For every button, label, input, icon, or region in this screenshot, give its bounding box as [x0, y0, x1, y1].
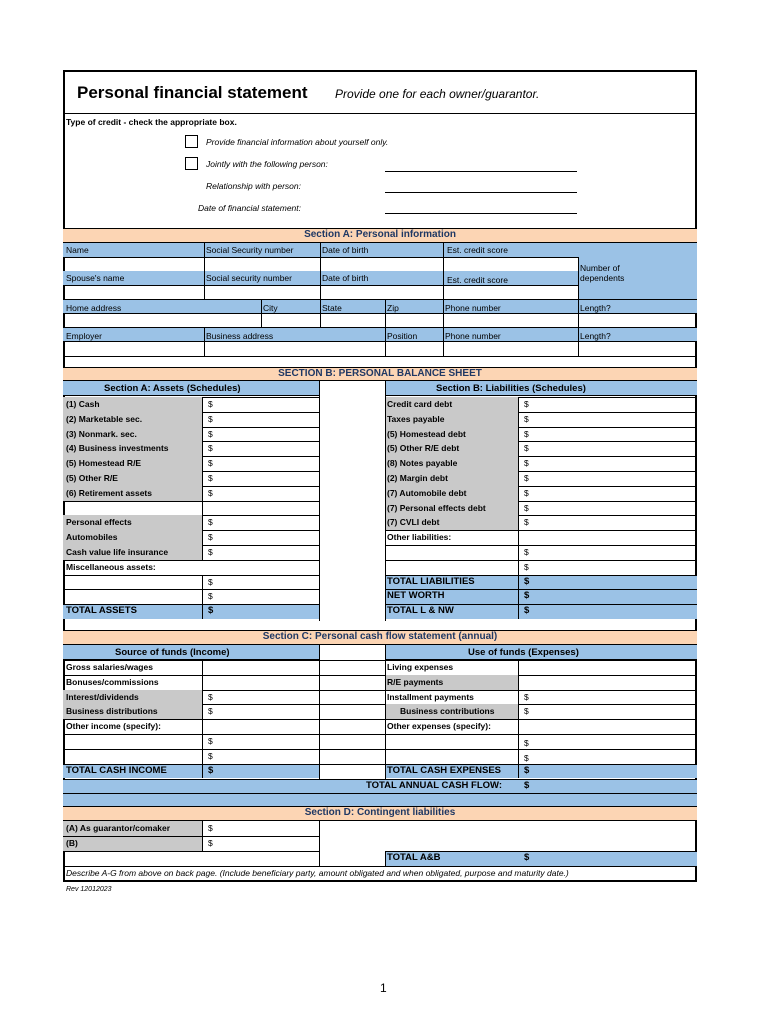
- other-expense-currency[interactable]: $: [524, 752, 529, 763]
- liability-currency[interactable]: $: [524, 399, 529, 409]
- liability-label: (7) CVLI debt: [387, 517, 440, 528]
- grid-line: [63, 560, 319, 561]
- phone2-label: Phone number: [445, 331, 501, 341]
- liability-currency[interactable]: $: [524, 473, 529, 483]
- total-ab-label: TOTAL A&B: [387, 852, 441, 863]
- statement-date-line[interactable]: [385, 213, 577, 214]
- asset-label: (5) Other R/E: [66, 473, 118, 483]
- asset-currency[interactable]: $: [208, 399, 213, 409]
- asset-label: (2) Marketable sec.: [66, 413, 143, 424]
- grid-line: [204, 327, 205, 357]
- home-address-label: Home address: [66, 303, 122, 313]
- other-income-currency[interactable]: $: [208, 736, 213, 746]
- grid-line: [518, 397, 519, 619]
- asset-currency[interactable]: $: [208, 487, 213, 498]
- total-expenses-currency: $: [524, 764, 530, 776]
- spouse-credit-score-label: Est. credit score: [447, 275, 508, 285]
- grid-line: [63, 851, 319, 852]
- liability-label: Taxes payable: [387, 413, 445, 424]
- asset-currency[interactable]: $: [208, 473, 213, 483]
- expense-label: Installment payments: [387, 691, 474, 702]
- liability-currency[interactable]: $: [524, 443, 529, 454]
- income-label: Business distributions: [66, 706, 158, 717]
- assets-header: Section A: Assets (Schedules): [104, 383, 241, 394]
- income-currency[interactable]: $: [208, 691, 213, 702]
- misc-assets-label: Miscellaneous assets:: [66, 561, 156, 572]
- liability-label: (5) Other R/E debt: [387, 443, 460, 454]
- grid-line: [63, 675, 697, 676]
- asset-label: Automobiles: [66, 532, 118, 543]
- guarantor-currency[interactable]: $: [208, 823, 213, 833]
- grid-line: [63, 836, 319, 837]
- revision-label: Rev 12012023: [66, 886, 112, 893]
- other-liability-currency[interactable]: $: [524, 547, 529, 557]
- length2-label: Length?: [580, 331, 611, 341]
- credit-type-label: Type of credit - check the appropriate box.: [66, 117, 237, 127]
- total-assets-currency: $: [208, 605, 214, 617]
- asset-label: (5) Homestead R/E: [66, 458, 142, 469]
- grid-line: [63, 501, 319, 502]
- grid-line: [63, 575, 319, 576]
- grid-line: [204, 243, 205, 299]
- liability-label: (8) Notes payable: [387, 458, 458, 469]
- misc-asset-currency[interactable]: $: [208, 576, 213, 587]
- misc-asset-currency[interactable]: $: [208, 591, 213, 602]
- asset-label: Personal effects: [66, 517, 132, 528]
- ssn-label: Social Security number: [206, 245, 294, 255]
- income-label: Interest/dividends: [66, 691, 139, 702]
- grid-line: [385, 545, 697, 546]
- liability-currency[interactable]: $: [524, 413, 529, 424]
- page-title: Personal financial statement: [77, 83, 308, 102]
- section-c-title: Section C: Personal cash flow statement (annual): [63, 630, 697, 645]
- income-label: Gross salaries/wages: [66, 662, 153, 672]
- grid-line: [202, 575, 203, 619]
- grid-line: [63, 734, 697, 735]
- income-label: Bonuses/commissions: [66, 676, 159, 687]
- employer-label: Employer: [66, 331, 102, 341]
- liability-currency[interactable]: $: [524, 487, 529, 498]
- row-name-labels: [63, 243, 697, 257]
- expense-label: R/E payments: [387, 676, 444, 687]
- grid-line: [63, 589, 319, 590]
- liability-label: (5) Homestead debt: [387, 428, 466, 439]
- asset-currency[interactable]: $: [208, 547, 213, 557]
- asset-currency[interactable]: $: [208, 532, 213, 543]
- grid-line: [320, 243, 321, 299]
- total-expenses-label: TOTAL CASH EXPENSES: [387, 764, 502, 776]
- business-address-label: Business address: [206, 331, 274, 341]
- expense-header: Use of funds (Expenses): [468, 647, 579, 658]
- grid-line: [320, 299, 321, 327]
- guarantor-label: (A) As guarantor/comaker: [66, 823, 171, 833]
- grid-line: [202, 397, 203, 560]
- city-label: City: [263, 303, 278, 313]
- grid-line: [385, 645, 386, 779]
- grid-line: [443, 299, 444, 357]
- asset-label: (4) Business investments: [66, 443, 169, 454]
- grid-line: [202, 821, 203, 851]
- asset-currency[interactable]: $: [208, 517, 213, 528]
- grid-line: [518, 660, 519, 778]
- contingent-b-currency[interactable]: $: [208, 838, 213, 848]
- income-currency[interactable]: $: [208, 706, 213, 717]
- asset-label: Cash value life insurance: [66, 547, 169, 557]
- section-b-title: SECTION B: PERSONAL BALANCE SHEET: [63, 367, 697, 381]
- net-worth-label: NET WORTH: [387, 590, 445, 602]
- grid-line: [578, 299, 579, 357]
- total-annual-label: TOTAL ANNUAL CASH FLOW:: [366, 780, 502, 791]
- expense-label: Business contributions: [400, 706, 495, 717]
- liability-currency[interactable]: $: [524, 502, 529, 513]
- grid-line: [319, 645, 320, 779]
- title-divider: [63, 113, 697, 114]
- length-label: Length?: [580, 303, 611, 313]
- name-label: Name: [66, 245, 89, 255]
- grid-line: [319, 821, 320, 866]
- liability-label: Credit card debt: [387, 399, 453, 409]
- zip-label: Zip: [387, 303, 399, 313]
- asset-currency[interactable]: $: [208, 428, 213, 439]
- position-label: Position: [387, 331, 418, 341]
- grid-line: [63, 719, 697, 720]
- grid-line: [385, 560, 697, 561]
- grid-line: [63, 660, 697, 661]
- total-income-currency: $: [208, 764, 214, 776]
- asset-currency[interactable]: $: [208, 413, 213, 424]
- asset-currency[interactable]: $: [208, 458, 213, 469]
- joint-label: Jointly with the following person:: [206, 159, 328, 169]
- relationship-line[interactable]: [385, 192, 577, 193]
- total-annual-currency: $: [524, 780, 530, 791]
- spouse-ssn-label: Social security number: [206, 273, 292, 283]
- liabilities-header: Section B: Liabilities (Schedules): [436, 383, 586, 394]
- address-input-row[interactable]: [63, 313, 697, 327]
- total-liabilities-currency: $: [524, 575, 530, 587]
- liability-label: (2) Margin debt: [387, 473, 448, 483]
- spouse-name-label: Spouse's name: [66, 273, 125, 283]
- grid-line: [63, 749, 697, 750]
- asset-currency[interactable]: $: [208, 443, 213, 454]
- liability-label: (7) Automobile debt: [387, 487, 467, 498]
- other-expense-currency[interactable]: $: [524, 738, 529, 748]
- total-liabilities-label: TOTAL LIABILITIES: [387, 575, 475, 587]
- dob-label: Date of birth: [322, 245, 369, 255]
- phone-label: Phone number: [445, 303, 501, 313]
- grid-line: [385, 530, 697, 531]
- other-liability-currency[interactable]: $: [524, 561, 529, 572]
- total-income-label: TOTAL CASH INCOME: [66, 764, 167, 776]
- liability-label: (7) Personal effects debt: [387, 502, 486, 513]
- other-income-label: Other income (specify):: [66, 721, 161, 732]
- state-label: State: [322, 303, 342, 313]
- income-header: Source of funds (Income): [115, 647, 230, 658]
- page-number: 1: [380, 981, 387, 995]
- page-subtitle: Provide one for each owner/guarantor.: [335, 87, 540, 101]
- spacer-row: [63, 794, 697, 806]
- dependents-label: Number of dependents: [580, 263, 625, 283]
- grid-line: [385, 381, 386, 621]
- asset-label: (3) Nonmark. sec.: [66, 428, 137, 439]
- asset-label: (6) Retirement assets: [66, 487, 152, 498]
- asset-label: (1) Cash: [66, 399, 100, 409]
- other-liabilities-label: Other liabilities:: [387, 532, 452, 543]
- section-a-title: Section A: Personal information: [63, 228, 697, 243]
- credit-score-label: Est. credit score: [447, 245, 508, 255]
- spouse-dob-label: Date of birth: [322, 273, 369, 283]
- grid-line: [261, 299, 262, 327]
- grid-line: [319, 381, 320, 621]
- joint-person-line[interactable]: [385, 171, 577, 172]
- expense-label: Living expenses: [387, 662, 454, 672]
- total-ab-currency: $: [524, 852, 530, 863]
- total-lnw-label: TOTAL L & NW: [387, 605, 454, 617]
- liability-currency[interactable]: $: [524, 517, 529, 528]
- grid-line: [385, 299, 386, 357]
- section-d-title: Section D: Contingent liabilities: [63, 806, 697, 821]
- total-lnw-currency: $: [524, 605, 530, 617]
- statement-date-label: Date of financial statement:: [198, 203, 302, 213]
- other-income-currency[interactable]: $: [208, 750, 213, 761]
- employer-input-row[interactable]: [63, 341, 697, 357]
- self-only-label: Provide financial information about yourself only.: [206, 137, 389, 147]
- describe-note: Describe A-G from above on back page. (Include beneficiary party, amount obligated and when obligated, purpose and maturity date.): [66, 868, 569, 878]
- grid-line: [63, 866, 697, 867]
- total-assets-label: TOTAL ASSETS: [66, 605, 137, 617]
- liability-currency[interactable]: $: [524, 428, 529, 439]
- expense-currency[interactable]: $: [524, 691, 529, 702]
- self-only-checkbox[interactable]: [185, 135, 198, 148]
- joint-checkbox[interactable]: [185, 157, 198, 170]
- liability-currency[interactable]: $: [524, 458, 529, 469]
- net-worth-currency: $: [524, 590, 530, 602]
- contingent-b-label: (B): [66, 838, 78, 848]
- grid-line: [202, 660, 203, 778]
- other-expenses-label: Other expenses (specify):: [387, 721, 491, 732]
- grid-line: [443, 243, 444, 299]
- expense-currency[interactable]: $: [524, 706, 529, 717]
- relationship-label: Relationship with person:: [206, 181, 301, 191]
